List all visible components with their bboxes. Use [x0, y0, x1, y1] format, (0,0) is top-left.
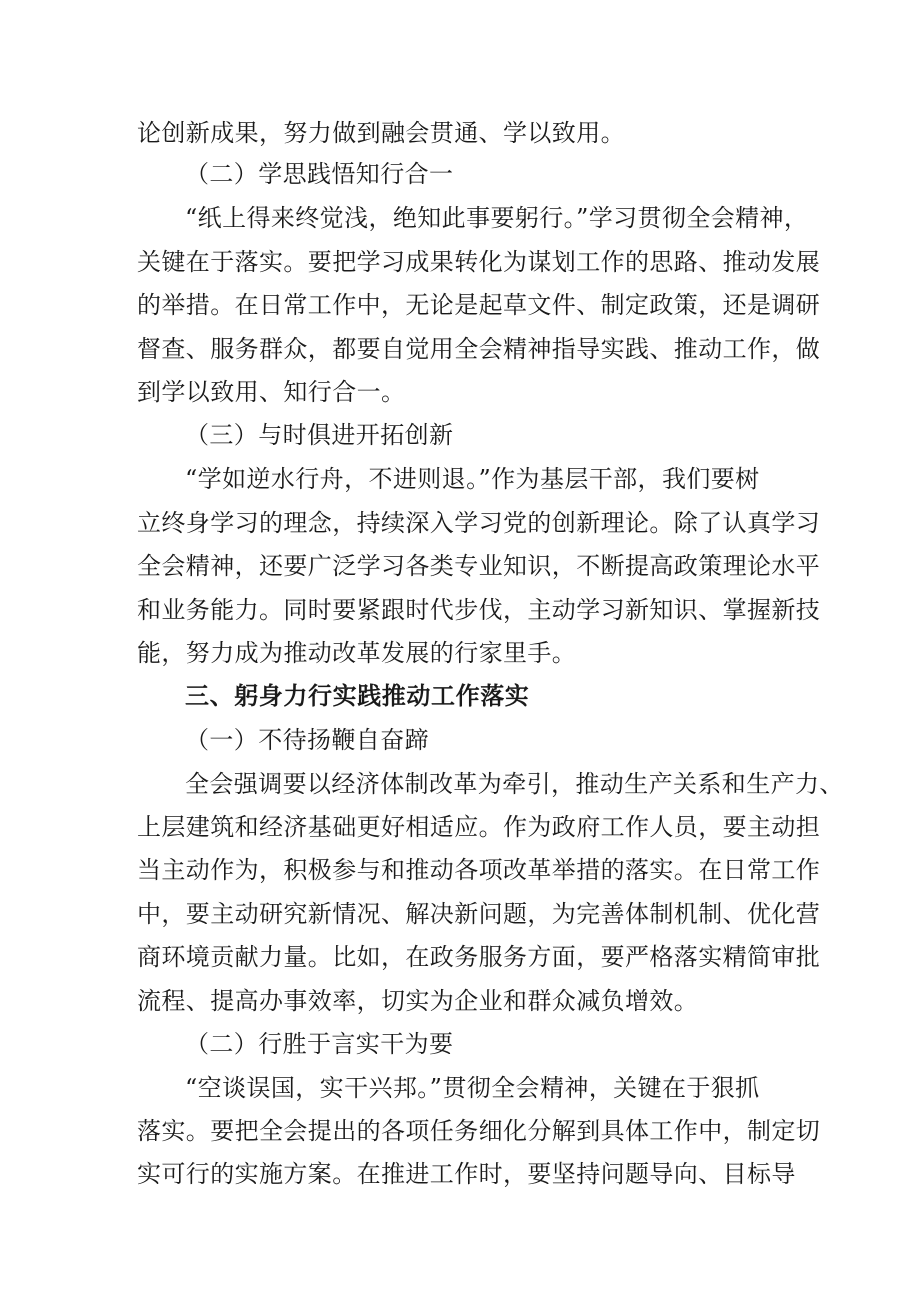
body-text-line: 流程、提高办事效率，切实为企业和群众减负增效。 [137, 987, 699, 1015]
section-heading: 三、躬身力行实践推动工作落实 [185, 682, 530, 710]
body-text-line: “纸上得来终觉浅，绝知此事要躬行。”学习贯彻全会精神， [185, 204, 809, 232]
body-text-line: 当主动作为，积极参与和推动各项改革举措的落实。在日常工作 [137, 856, 821, 884]
body-text-line: 全会精神，还要广泛学习各类专业知识，不断提高政策理论水平 [137, 552, 821, 580]
body-text-line: 落实。要把全会提出的各项任务细化分解到具体工作中，制定切 [137, 1117, 821, 1145]
body-text-line: 上层建筑和经济基础更好相适应。作为政府工作人员，要主动担 [137, 813, 821, 841]
subsection-heading: （二）行胜于言实干为要 [185, 1030, 454, 1058]
body-text-line: 督查、服务群众，都要自觉用全会精神指导实践、推动工作，做 [137, 335, 821, 363]
body-text-line: 全会强调要以经济体制改革为牵引，推动生产关系和生产力、 [185, 770, 844, 798]
body-text-line: 的举措。在日常工作中，无论是起草文件、制定政策，还是调研 [137, 291, 821, 319]
subsection-heading: （二）学思践悟知行合一 [185, 160, 454, 188]
body-text-line: 能，努力成为推动改革发展的行家里手。 [137, 639, 577, 667]
body-text-line: “空谈误国，实干兴邦。”贯彻全会精神，关键在于狠抓 [185, 1074, 760, 1102]
body-text-line: “学如逆水行舟，不进则退。”作为基层干部，我们要树 [185, 465, 760, 493]
body-text-line: 论创新成果，努力做到融会贯通、学以致用。 [137, 119, 625, 147]
body-text-line: 中，要主动研究新情况、解决新问题，为完善体制机制、优化营 [137, 900, 821, 928]
body-text-line: 到学以致用、知行合一。 [137, 378, 406, 406]
body-text-line: 和业务能力。同时要紧跟时代步伐，主动学习新知识、掌握新技 [137, 596, 821, 624]
body-text-line: 商环境贡献力量。比如，在政务服务方面，要严格落实精简审批 [137, 943, 821, 971]
body-text-line: 关键在于落实。要把学习成果转化为谋划工作的思路、推动发展 [137, 248, 821, 276]
subsection-heading: （三）与时俱进开拓创新 [185, 421, 454, 449]
body-text-line: 立终身学习的理念，持续深入学习党的创新理论。除了认真学习 [137, 509, 821, 537]
subsection-heading: （一）不待扬鞭自奋蹄 [185, 726, 429, 754]
body-text-line: 实可行的实施方案。在推进工作时，要坚持问题导向、目标导 [137, 1160, 796, 1188]
